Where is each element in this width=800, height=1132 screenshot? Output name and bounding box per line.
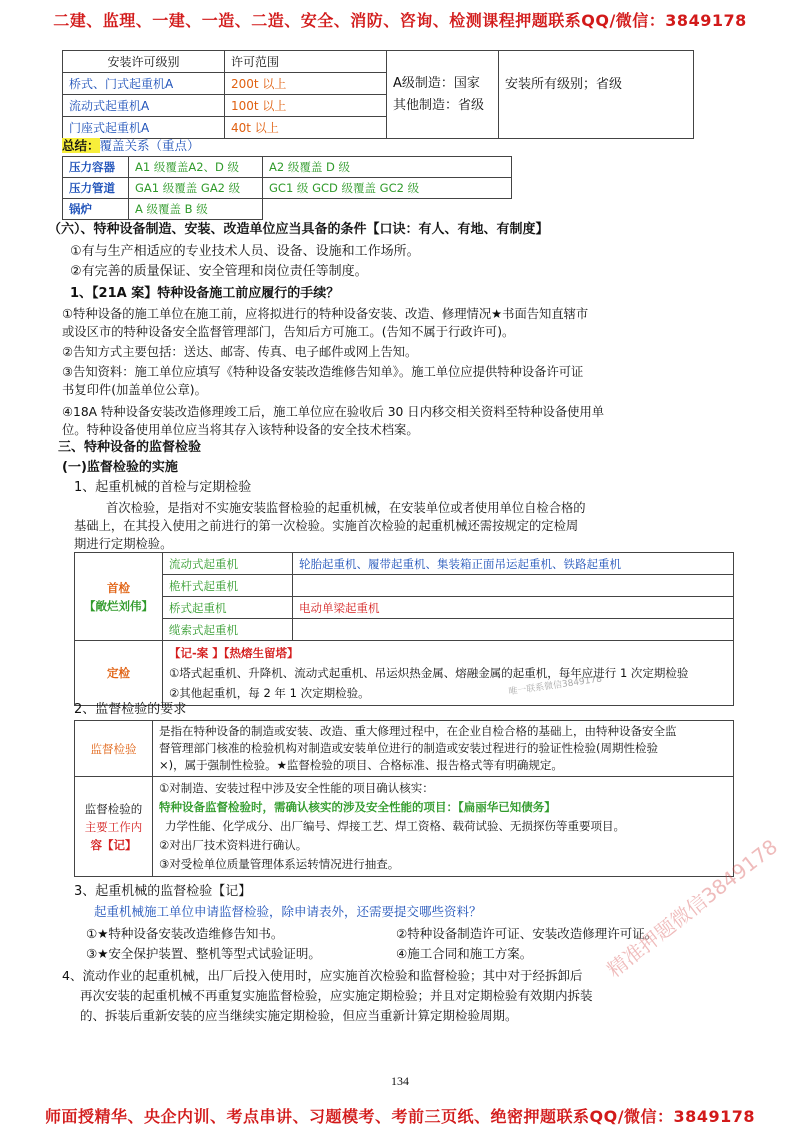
section-title: （六）、特种设备制造、安装、改造单位应当具备的条件【口诀：有人、有地、有制度】 <box>48 222 549 237</box>
table-cell: 100t 以上 <box>225 95 387 117</box>
paragraph-line: 起重机械施工单位申请监督检验，除申请表外，还需要提交哪些资料？ <box>94 904 482 919</box>
list-item: ②有完善的质量保证、安全管理和岗位责任等制度。 <box>70 264 368 279</box>
main-work-label: 监督检验的 主要工作内 容【记】 <box>75 777 153 877</box>
summary-heading: 总结：覆盖关系（重点） <box>62 138 200 153</box>
paragraph-line: 书复印件(加盖单位公章)。 <box>62 383 207 397</box>
paragraph-line: ③告知资料：施工单位应填写《特种设备安装改造维修告知单》。施工单位应提供特种设备许可证 <box>62 365 584 379</box>
table-cell: 桥式、门式起重机A <box>63 73 225 95</box>
watermark: 精准押题微信3849178 <box>602 834 782 983</box>
table-cell: A 级覆盖 B 级 <box>129 199 263 220</box>
list-item: ②特种设备制造许可证、安装改造修理许可证。 <box>396 926 658 941</box>
paragraph-line: 首次检验，是指对不实施安装监督检验的起重机械，在安装单位或者使用单位自检合格的 <box>106 501 586 515</box>
paragraph-line: 再次安装的起重机械不再重复实施监督检验，应实施定期检验；并且对定期检验有效期内拆装 <box>80 988 593 1003</box>
paragraph-line: ①特种设备的施工单位在施工前，应将拟进行的特种设备安装、改造、修理情况★书面告知直辖市 <box>62 307 589 321</box>
table-cell: GC1 级 GCD 级覆盖 GC2 级 <box>263 178 512 199</box>
table-cell: 缆索式起重机 <box>163 619 293 641</box>
manufacture-level-cell: A级制造：国家 其他制造：省级 <box>387 51 499 139</box>
footer-banner: 师面授精华、央企内训、考点串讲、习题模考、考前三页纸、绝密押题联系QQ/微信：3849178 <box>45 1107 755 1126</box>
table-cell: 压力容器 <box>63 157 129 178</box>
supervision-def-cell: 是指在特种设备的制造或安装、改造、重大修理过程中，在企业自检合格的基础上，由特种设备安全监 督管理部门核准的检验机构对制造或安装单位进行的制造或安装过程进行的验证性检验(周期性检验 ×)，属于强制性检验。★监督检验的项目、合格标准、报告格式等有明确规定。 <box>153 721 734 777</box>
paragraph-line: ④18A 特种设备安装改造修理竣工后，施工单位应在验收后 30 日内移交相关资料至特种设备使用单 <box>62 405 605 419</box>
coverage-table <box>62 156 512 220</box>
header-banner: 二建、监理、一建、一造、二造、安全、消防、咨询、检测课程押题联系QQ/微信：3849178 <box>53 11 747 30</box>
table-cell: 桥式起重机 <box>163 597 293 619</box>
paragraph-line: 或设区市的特种设备安全监督管理部门，告知后方可施工。(告知不属于行政许可)。 <box>62 325 515 339</box>
table-cell: 电动单梁起重机 <box>293 597 734 619</box>
table-cell: 流动式起重机 <box>163 553 293 575</box>
table-cell: 流动式起重机A <box>63 95 225 117</box>
first-inspection-label: 首检 【敞烂刘伟】 <box>75 553 163 641</box>
subsection-title: (一)监督检验的实施 <box>62 460 178 475</box>
paragraph-line: 的、拆装后重新安装的应当继续实施定期检验，但应当重新计算定期检验周期。 <box>80 1008 518 1023</box>
paragraph-line: 位。特种设备使用单位应当将其存入该特种设备的安全技术档案。 <box>62 423 419 437</box>
paragraph-line: 期进行定期检验。 <box>74 537 173 551</box>
page-number: 134 <box>391 1074 409 1088</box>
list-item: ③★安全保护装置、整机等型式试验证明。 <box>86 946 321 961</box>
watermark: 唯一联系微信3849178 <box>507 674 603 698</box>
table-cell: 锅炉 <box>63 199 129 220</box>
install-level-cell: 安装所有级别；省级 <box>499 51 694 139</box>
table-cell: 40t 以上 <box>225 117 387 139</box>
table-cell <box>263 199 512 220</box>
section-title: 三、特种设备的监督检验 <box>58 440 202 455</box>
table-cell: A1 级覆盖A2、D 级 <box>129 157 263 178</box>
table-cell: 轮胎起重机、履带起重机、集装箱正面吊运起重机、铁路起重机 <box>293 553 734 575</box>
table-cell: GA1 级覆盖 GA2 级 <box>129 178 263 199</box>
list-item: ④施工合同和施工方案。 <box>396 946 533 961</box>
supervision-table <box>74 720 734 877</box>
table-header: 安装许可级别 <box>63 51 225 73</box>
table-cell <box>293 619 734 641</box>
periodic-inspection-cell: 【记-案 】【热熔生留塔】 ①塔式起重机、升降机、流动式起重机、吊运炽热金属、熔融金属的起重机，每年应进行 1 次定期检验 ②其他起重机，每 2 年 1 次定期检验。 <box>163 641 734 706</box>
periodic-inspection-label: 定检 <box>75 641 163 706</box>
paragraph-line: 4、流动作业的起重机械，出厂后投入使用时，应实施首次检验和监督检验；其中对于经拆卸后 <box>62 968 583 983</box>
question-title: 2、监督检验的要求 <box>74 702 187 717</box>
paragraph-line: ②告知方式主要包括：送达、邮寄、传真、电子邮件或网上告知。 <box>62 345 418 359</box>
list-item: ①★特种设备安装改造维修告知书。 <box>86 926 284 941</box>
table-cell: 桅杆式起重机 <box>163 575 293 597</box>
table-cell: 压力管道 <box>63 178 129 199</box>
table-cell: 200t 以上 <box>225 73 387 95</box>
license-table <box>62 50 694 139</box>
table-header: 许可范围 <box>225 51 387 73</box>
table-cell: A2 级覆盖 D 级 <box>263 157 512 178</box>
table-cell: 门座式起重机A <box>63 117 225 139</box>
question-title: 1、【21A 案】特种设备施工前应履行的手续？ <box>70 286 340 301</box>
list-item: ①有与生产相适应的专业技术人员、设备、设施和工作场所。 <box>70 244 420 259</box>
question-title: 1、起重机械的首检与定期检验 <box>74 480 252 495</box>
inspection-table <box>74 552 734 706</box>
table-cell <box>293 575 734 597</box>
main-work-cell: ①对制造、安装过程中涉及安全性能的项目确认核实： 特种设备监督检验时，需确认核实的涉及安全性能的项目：【扁丽华已知债务】 力学性能、化学成分、出厂编号、焊接工艺、焊工资格、载荷试验、无损探伤等重要项目。 ②对出厂技术资料进行确认。 ③对受检单位质量管理体系运转情况进行抽查。 <box>153 777 734 877</box>
question-title: 3、起重机械的监督检验【记】 <box>74 884 252 899</box>
paragraph-line: 基础上，在其投入使用之前进行的第一次检验。实施首次检验的起重机械还需按规定的定检周 <box>74 519 579 533</box>
supervision-label: 监督检验 <box>75 721 153 777</box>
